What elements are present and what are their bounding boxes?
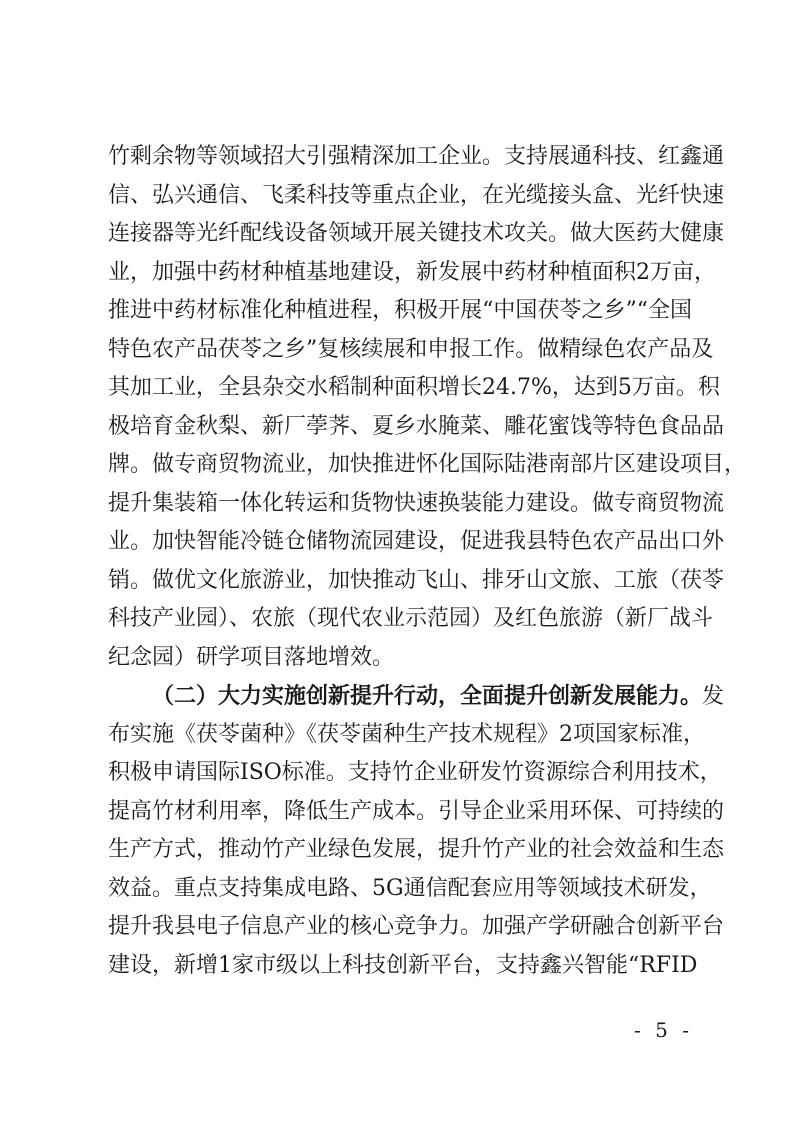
body-text <box>108 138 747 985</box>
text-line: 科技产业园）、农旅（现代农业示范园）及红色旅游（新厂战斗 <box>108 606 714 631</box>
section-heading: （二）大力实施创新提升行动，全面提升创新发展能力。 <box>152 683 703 709</box>
text-fragment: 发 <box>702 684 725 709</box>
text-line: 效益。重点支持集成电路、5G通信配套应用等领域技术研发， <box>108 875 712 901</box>
section-heading-line <box>108 677 725 716</box>
page-number: - 5 - <box>634 1018 693 1042</box>
text-line: 提升我县电子信息产业的核心竞争力。加强产学研融合创新平台 <box>108 914 725 939</box>
text-line: 业，加强中药材种植基地建设，新发展中药材种植面积2万亩， <box>108 259 716 285</box>
text-line: 竹剩余物等领域招大引强精深加工企业。支持展通科技、红鑫通 <box>108 144 725 169</box>
text-line: 布实施《茯苓菌种》《茯苓菌种生产技术规程》2项国家标准， <box>108 721 705 747</box>
text-line: 建设，新增1家市级以上科技创新平台，支持鑫兴智能“RFID <box>108 952 698 978</box>
text-line: 销。做优文化旅游业，加快推动飞山、排牙山文旅、工旅（茯苓 <box>108 567 725 593</box>
text-line: 推进中药材标准化种植进程，积极开展“中国茯苓之乡”“全国 <box>108 298 692 323</box>
text-line: 纪念园）研学项目落地增效。 <box>108 644 395 670</box>
text-line: 提升集装箱一体化转运和货物快速换装能力建设。做专商贸物流 <box>108 490 725 516</box>
text-line: 连接器等光纤配线设备领域开展关键技术攻关。做大医药大健康 <box>108 221 725 246</box>
text-line: 信、弘兴通信、飞柔科技等重点企业，在光缆接头盒、光纤快速 <box>108 182 725 208</box>
text-line: 其加工业，全县杂交水稻制种面积增长24.7%，达到5万亩。积 <box>108 375 720 400</box>
text-line: 生产方式，推动竹产业绿色发展，提升竹产业的社会效益和生态 <box>108 837 725 862</box>
text-line: 极培育金秋梨、新厂荸荠、夏乡水腌菜、雕花蜜饯等特色食品品 <box>108 413 725 439</box>
text-line: 特色农产品茯苓之乡”复核续展和申报工作。做精绿色农产品及 <box>108 336 714 362</box>
text-line: 业。加快智能冷链仓储物流园建设，促进我县特色农产品出口外 <box>108 529 725 554</box>
text-line: 牌。做专商贸物流业，加快推进怀化国际陆港南部片区建设项目， <box>108 452 747 477</box>
text-line: 提高竹材利用率，降低生产成本。引导企业采用环保、可持续的 <box>108 798 725 824</box>
text-line: 积极申请国际ISO标准。支持竹企业研发竹资源综合利用技术， <box>108 760 722 785</box>
